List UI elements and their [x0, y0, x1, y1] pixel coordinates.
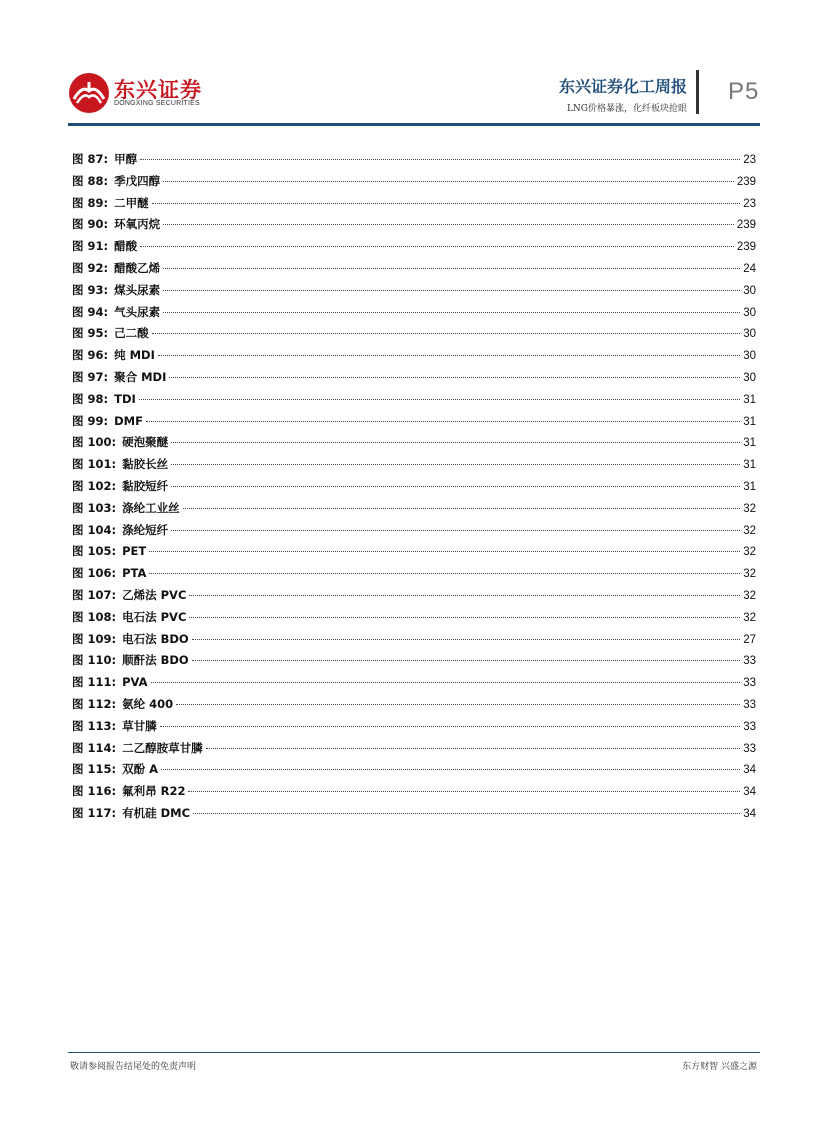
toc-entry[interactable] [72, 151, 756, 173]
toc-figure-number: 图 103: [72, 500, 117, 515]
toc-page-number: 31 [743, 393, 756, 406]
brand-name-cn: 东兴证券 [114, 78, 202, 102]
toc-figure-title: 乙烯法 PVC [122, 587, 187, 602]
toc-figure-number: 图 114: [72, 740, 117, 755]
toc-dot-leader [163, 268, 740, 269]
toc-dot-leader [140, 246, 734, 247]
toc-figure-number: 图 108: [72, 609, 117, 624]
report-title: 东兴证券化工周报 [558, 77, 687, 96]
toc-dot-leader [206, 748, 741, 749]
toc-figure-number: 图 104: [72, 522, 117, 537]
toc-dot-leader [146, 421, 740, 422]
toc-figure-title: 氟利昂 R22 [122, 784, 186, 799]
toc-figure-title: 聚合 MDI [114, 369, 167, 384]
toc-dot-leader [169, 377, 740, 378]
toc-entry[interactable] [72, 609, 756, 631]
toc-page-number: 32 [743, 546, 756, 559]
toc-dot-leader [189, 617, 740, 618]
brand-name-en: DONGXING SECURITIES [114, 100, 200, 107]
toc-page-number: 34 [743, 807, 756, 820]
toc-figure-title: 硬泡聚醚 [122, 435, 169, 450]
toc-dot-leader [189, 595, 740, 596]
toc-figure-title: 涤纶工业丝 [122, 500, 180, 515]
toc-figure-title: 涤纶短纤 [122, 522, 169, 537]
toc-figure-number: 图 89: [72, 195, 109, 210]
toc-page-number: 32 [743, 524, 756, 537]
report-subtitle: LNG价格暴涨，化纤板块抢眼 [566, 104, 687, 114]
toc-entry[interactable] [72, 565, 756, 587]
toc-dot-leader [163, 312, 740, 313]
toc-figure-number: 图 96: [72, 348, 109, 363]
toc-dot-leader [192, 639, 741, 640]
toc-page-number: 30 [743, 371, 756, 384]
toc-figure-number: 图 113: [72, 718, 117, 733]
toc-figure-number: 图 87: [72, 152, 109, 166]
toc-page-number: 31 [743, 415, 756, 428]
toc-page-number: 34 [743, 786, 756, 799]
toc-figure-title: PTA [122, 566, 147, 581]
toc-figure-number: 图 91: [72, 239, 109, 254]
toc-entry[interactable] [72, 413, 756, 435]
toc-figure-number: 图 105: [72, 544, 117, 559]
toc-entry[interactable] [72, 369, 756, 391]
toc-figure-number: 图 92: [72, 260, 109, 275]
toc-figure-title: 二甲醚 [114, 195, 149, 210]
toc-entry[interactable] [72, 456, 756, 478]
toc-figure-title: 有机硅 DMC [122, 805, 191, 820]
toc-entry[interactable] [72, 347, 756, 369]
toc-figure-number: 图 100: [72, 435, 117, 450]
toc-entry[interactable] [72, 304, 756, 326]
toc-dot-leader [149, 551, 740, 552]
footer-slogan: 东方财智 兴盛之源 [682, 1062, 757, 1072]
toc-figure-title: 季戊四醇 [114, 173, 161, 188]
toc-figure-title: 氨纶 400 [122, 696, 174, 711]
toc-dot-leader [171, 530, 740, 531]
toc-page-number: 33 [743, 677, 756, 690]
toc-entry[interactable] [72, 216, 756, 238]
toc-dot-leader [183, 508, 741, 509]
toc-dot-leader [163, 224, 734, 225]
toc-figure-number: 图 95: [72, 326, 109, 341]
toc-entry[interactable] [72, 391, 756, 413]
toc-figure-number: 图 115: [72, 762, 117, 777]
toc-dot-leader [188, 791, 740, 792]
toc-dot-leader [171, 442, 740, 443]
toc-entry[interactable] [72, 740, 756, 762]
toc-dot-leader [149, 573, 740, 574]
toc-entry[interactable] [72, 282, 756, 304]
toc-figure-number: 图 88: [72, 173, 109, 188]
toc-page-number: 27 [743, 633, 756, 646]
toc-figure-number: 图 106: [72, 566, 117, 581]
toc-figure-title: 煤头尿素 [114, 282, 161, 297]
toc-figure-title: PVA [122, 675, 148, 690]
toc-entry[interactable] [72, 761, 756, 783]
toc-figure-number: 图 107: [72, 587, 117, 602]
toc-page-number: 33 [743, 720, 756, 733]
toc-figure-title: 草甘膦 [122, 718, 157, 733]
toc-entry[interactable] [72, 631, 756, 653]
toc-dot-leader [192, 660, 741, 661]
toc-figure-title: TDI [114, 391, 136, 406]
toc-figure-number: 图 90: [72, 217, 109, 232]
toc-page-number: 24 [743, 262, 756, 275]
toc-figure-number: 图 99: [72, 413, 109, 428]
toc-page-number: 33 [743, 698, 756, 711]
toc-figure-number: 图 112: [72, 696, 117, 711]
toc-dot-leader [163, 290, 740, 291]
footer-disclaimer: 敬请参阅报告结尾处的免责声明 [70, 1062, 197, 1072]
toc-entry[interactable] [72, 696, 756, 718]
toc-entry[interactable] [72, 478, 756, 500]
toc-page-number: 34 [743, 764, 756, 777]
toc-figure-title: 甲醇 [114, 152, 138, 166]
toc-dot-leader [193, 813, 740, 814]
figure-list [72, 151, 756, 827]
toc-figure-title: 黏胶短纤 [122, 478, 169, 493]
toc-entry[interactable] [72, 434, 756, 456]
toc-figure-title: DMF [114, 413, 143, 428]
toc-figure-title: 纯 MDI [114, 348, 155, 363]
toc-entry[interactable] [72, 587, 756, 609]
page-header [0, 0, 827, 130]
toc-figure-title: 气头尿素 [114, 304, 161, 319]
toc-figure-title: 电石法 BDO [122, 631, 189, 646]
toc-page-number: 31 [743, 437, 756, 450]
toc-entry[interactable] [72, 500, 756, 522]
toc-figure-number: 图 98: [72, 391, 109, 406]
toc-figure-number: 图 117: [72, 805, 117, 820]
toc-page-number: 31 [743, 459, 756, 472]
toc-figure-title: 双酚 A [122, 762, 159, 777]
toc-page-number: 32 [743, 589, 756, 602]
toc-entry[interactable] [72, 652, 756, 674]
toc-dot-leader [176, 704, 740, 705]
toc-page-number: 239 [736, 241, 756, 254]
toc-entry[interactable] [72, 805, 756, 827]
toc-page-number: 32 [743, 568, 756, 581]
toc-page-number: 30 [743, 350, 756, 363]
toc-entry[interactable] [72, 718, 756, 740]
toc-entry[interactable] [72, 674, 756, 696]
toc-page-number: 32 [743, 611, 756, 624]
toc-page-number: 23 [743, 197, 756, 210]
toc-figure-number: 图 109: [72, 631, 117, 646]
toc-entry[interactable] [72, 543, 756, 565]
toc-page-number: 239 [736, 175, 756, 188]
toc-page-number: 33 [743, 655, 756, 668]
toc-dot-leader [152, 203, 741, 204]
header-divider [696, 70, 699, 114]
toc-figure-title: 黏胶长丝 [122, 457, 169, 472]
toc-figure-number: 图 116: [72, 784, 117, 799]
toc-dot-leader [171, 464, 740, 465]
toc-entry[interactable] [72, 195, 756, 217]
toc-dot-leader [163, 181, 734, 182]
toc-figure-title: PET [122, 544, 147, 559]
toc-figure-number: 图 110: [72, 653, 117, 668]
toc-dot-leader [161, 769, 740, 770]
page-number: P5 [728, 78, 760, 105]
toc-figure-number: 图 93: [72, 282, 109, 297]
toc-page-number: 33 [743, 742, 756, 755]
toc-dot-leader [140, 159, 740, 160]
toc-figure-number: 图 94: [72, 304, 109, 319]
toc-page-number: 30 [743, 284, 756, 297]
toc-page-number: 30 [743, 328, 756, 341]
toc-figure-title: 顺酐法 BDO [122, 653, 189, 668]
toc-dot-leader [171, 486, 740, 487]
dongxing-logo-icon [68, 72, 110, 114]
toc-figure-title: 醋酸 [114, 239, 138, 254]
toc-entry[interactable] [72, 325, 756, 347]
toc-entry[interactable] [72, 260, 756, 282]
footer-rule [68, 1052, 760, 1053]
toc-entry[interactable] [72, 522, 756, 544]
toc-figure-number: 图 102: [72, 478, 117, 493]
toc-dot-leader [151, 682, 741, 683]
toc-page-number: 30 [743, 306, 756, 319]
header-rule [68, 123, 760, 126]
toc-figure-number: 图 111: [72, 675, 117, 690]
toc-figure-title: 己二酸 [114, 326, 149, 341]
toc-entry[interactable] [72, 783, 756, 805]
toc-page-number: 23 [743, 154, 756, 166]
toc-figure-title: 电石法 PVC [122, 609, 187, 624]
toc-figure-title: 醋酸乙烯 [114, 260, 161, 275]
toc-entry[interactable] [72, 238, 756, 260]
toc-page-number: 32 [743, 502, 756, 515]
toc-figure-number: 图 101: [72, 457, 117, 472]
toc-page-number: 31 [743, 480, 756, 493]
toc-page-number: 239 [736, 219, 756, 232]
toc-figure-number: 图 97: [72, 369, 109, 384]
toc-dot-leader [158, 355, 740, 356]
toc-figure-title: 二乙醇胺草甘膦 [122, 740, 203, 755]
toc-dot-leader [152, 333, 741, 334]
toc-dot-leader [160, 726, 741, 727]
toc-figure-title: 环氧丙烷 [114, 217, 161, 232]
toc-entry[interactable] [72, 173, 756, 195]
toc-dot-leader [139, 399, 740, 400]
